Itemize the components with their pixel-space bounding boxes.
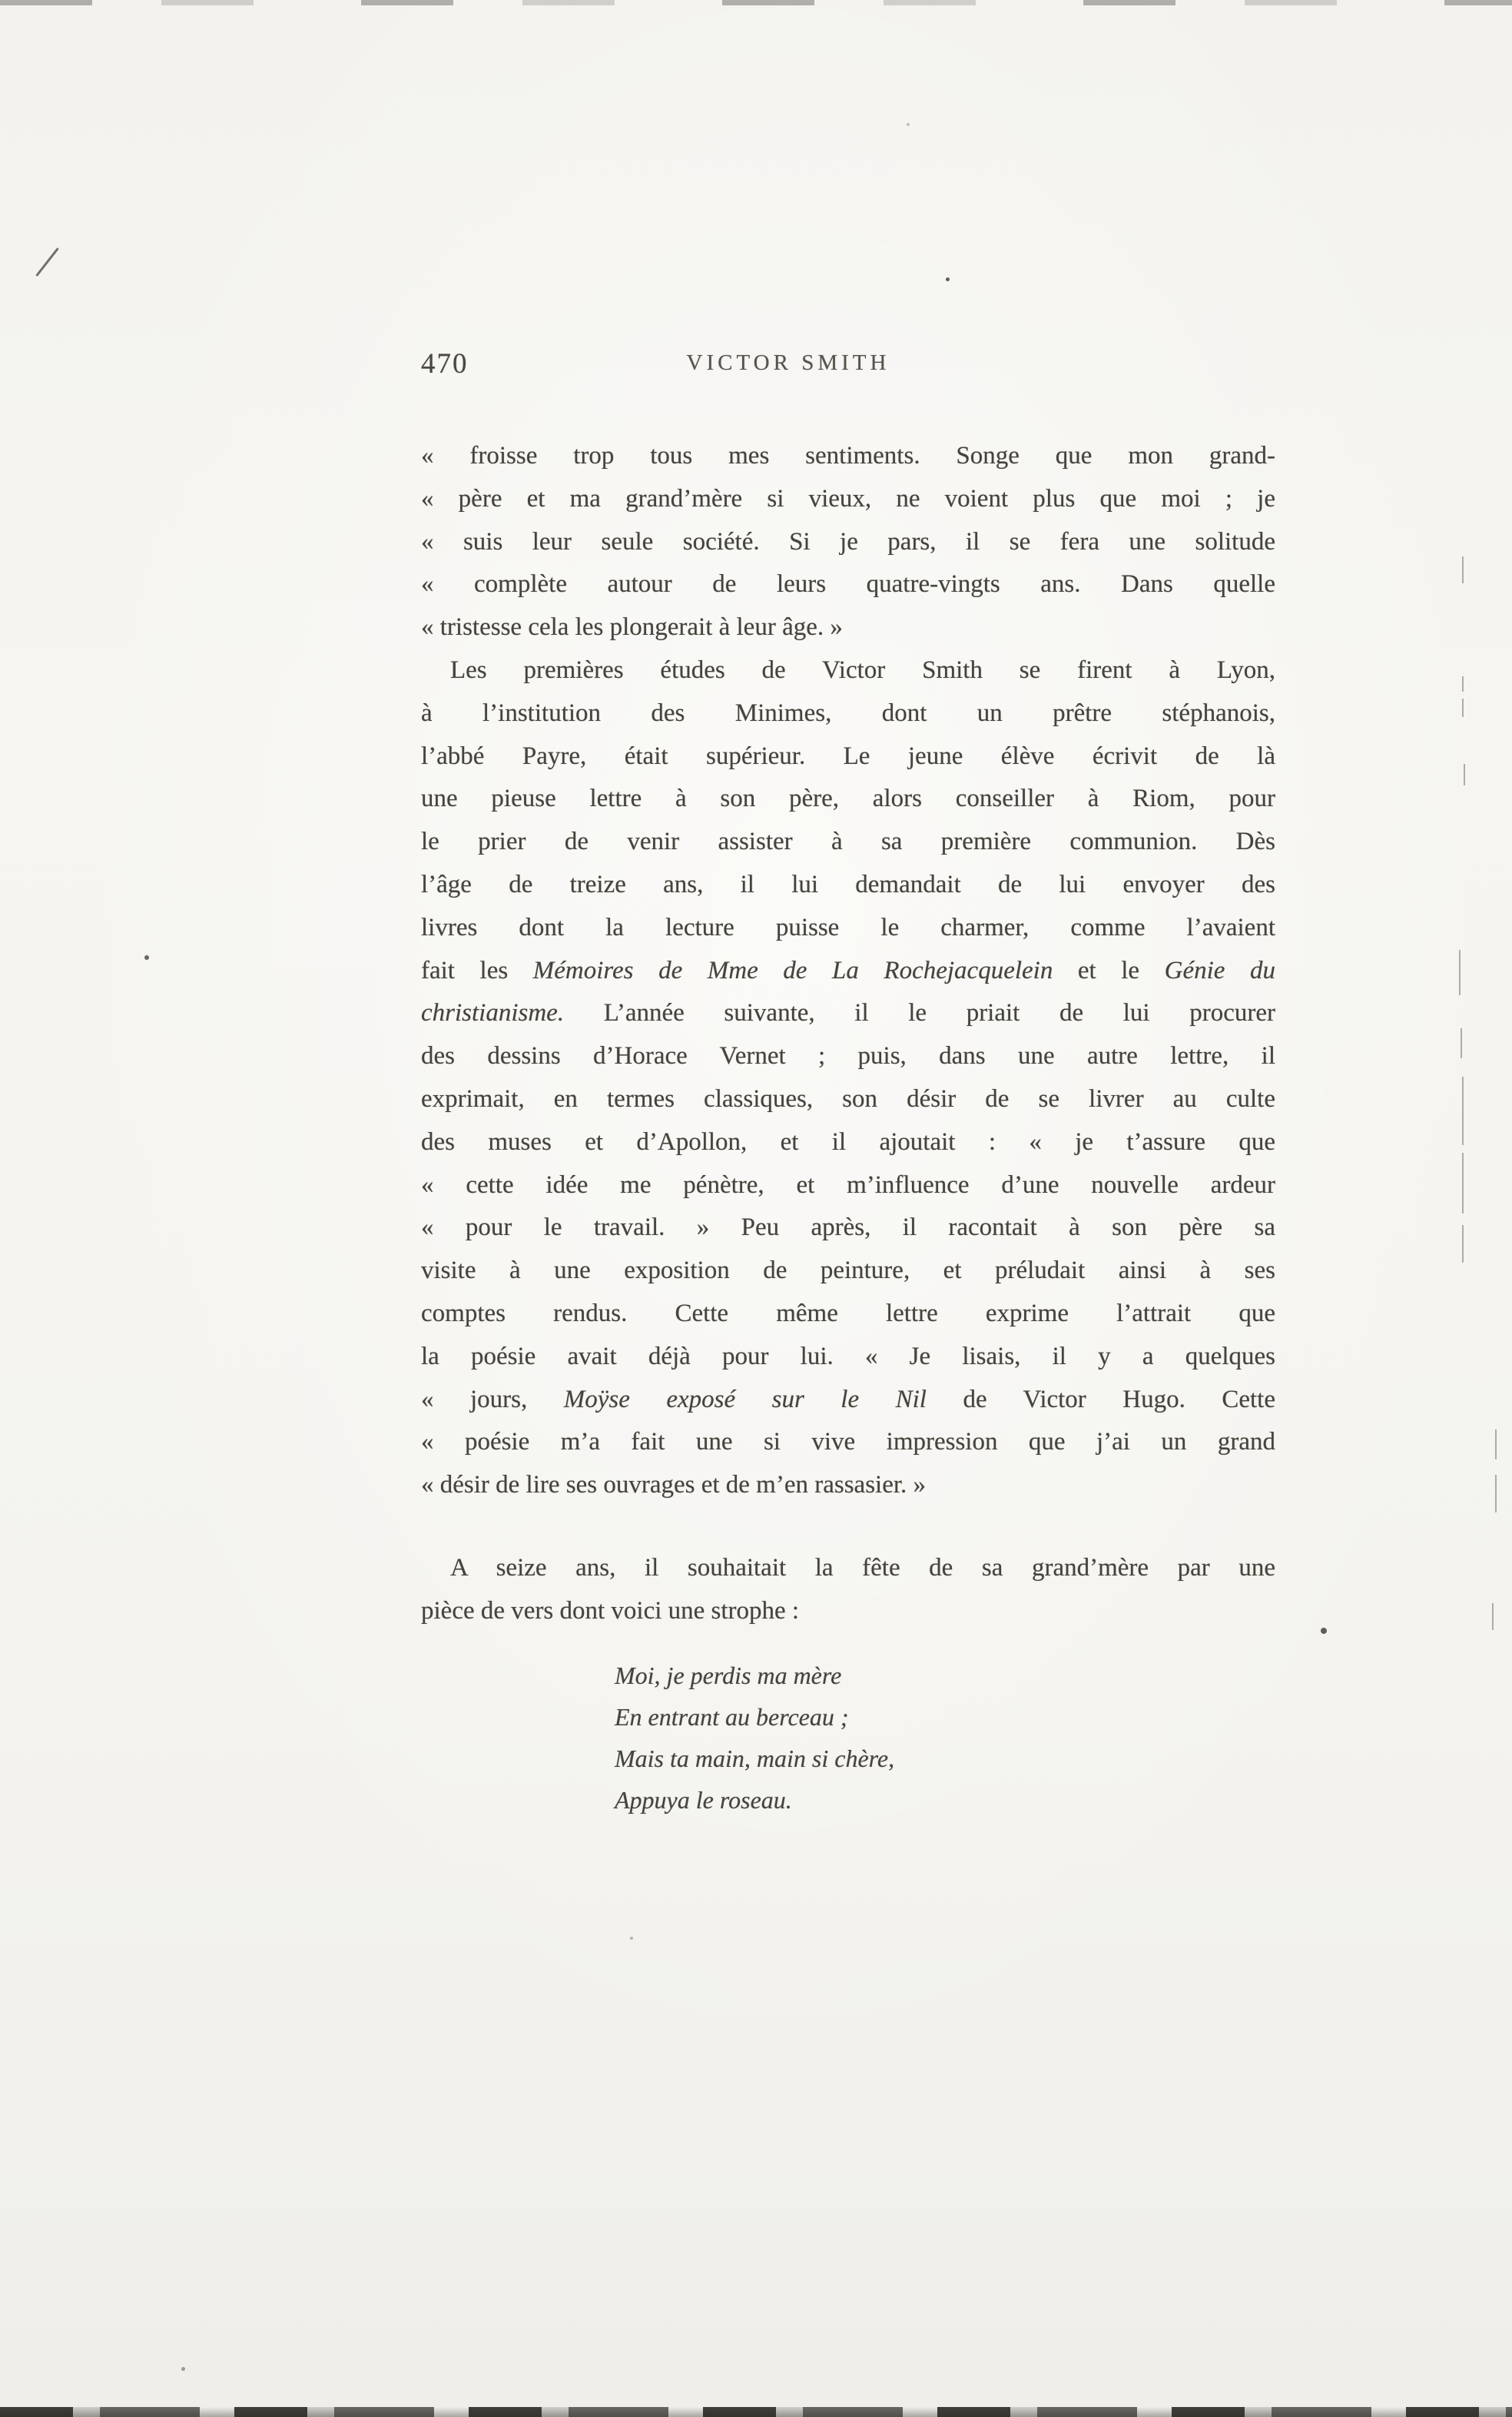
scan-vertical-mark bbox=[1461, 1028, 1462, 1058]
text-segment: A seize ans, il souhaitait la fête de sa grand’mère par une bbox=[450, 1553, 1275, 1582]
text-line bbox=[421, 1464, 1275, 1507]
scan-vertical-mark bbox=[1464, 764, 1465, 785]
text-segment: « père et ma grand’mère si vieux, ne voient plus que moi ; je bbox=[421, 484, 1275, 513]
text-line bbox=[421, 606, 1275, 649]
text-line bbox=[421, 907, 1275, 950]
text-segment: des muses et d’Apollon, et il ajoutait : « je t’assure que bbox=[421, 1127, 1275, 1156]
text-line bbox=[615, 1655, 1275, 1696]
text-block-verse bbox=[421, 1655, 1275, 1821]
text-line bbox=[421, 1590, 1275, 1633]
text-segment: « suis leur seule société. Si je pars, il se fera une solitude bbox=[421, 527, 1275, 556]
text-block-quote bbox=[421, 435, 1275, 649]
text-line bbox=[421, 1035, 1275, 1078]
text-segment: exprimait, en termes classiques, son désir de se livrer au culte bbox=[421, 1084, 1275, 1113]
text-segment: Génie du bbox=[1164, 956, 1275, 984]
text-line bbox=[421, 435, 1275, 478]
text-segment: livres dont la lecture puisse le charmer, comme l’avaient bbox=[421, 913, 1275, 941]
text-block-para2 bbox=[421, 1547, 1275, 1633]
text-line bbox=[421, 1078, 1275, 1121]
text-line bbox=[421, 563, 1275, 606]
text-segment: des dessins d’Horace Vernet ; puis, dans une autre lettre, il bbox=[421, 1042, 1275, 1071]
text-segment: comptes rendus. Cette même lettre exprime l’attrait que bbox=[421, 1299, 1275, 1327]
text-segment: christianisme. bbox=[421, 999, 565, 1028]
text-segment: L’année suivante, il le priait de lui procurer bbox=[564, 999, 1275, 1028]
scan-slash-mark bbox=[35, 247, 59, 277]
text-segment: En entrant au berceau ; bbox=[615, 1702, 849, 1731]
text-line bbox=[421, 1293, 1275, 1336]
text-line bbox=[615, 1738, 1275, 1779]
scan-bottom-edge bbox=[0, 2407, 1512, 2417]
scan-vertical-mark bbox=[1462, 556, 1464, 583]
text-line bbox=[421, 1336, 1275, 1379]
scan-vertical-mark bbox=[1459, 950, 1461, 995]
text-segment: Mémoires de Mme de La Rochejacquelein bbox=[532, 956, 1053, 984]
text-line bbox=[615, 1696, 1275, 1738]
scan-speck bbox=[181, 2367, 185, 2371]
text-segment: Les premières études de Victor Smith se firent à Lyon, bbox=[450, 656, 1275, 684]
scan-vertical-mark bbox=[1462, 676, 1464, 692]
text-line bbox=[421, 950, 1275, 993]
text-segment: « désir de lire ses ouvrages et de m’en rassasier. » bbox=[421, 1471, 927, 1499]
scan-speck bbox=[1321, 1628, 1327, 1634]
text-segment: l’abbé Payre, était supérieur. Le jeune élève écrivit de là bbox=[421, 742, 1275, 770]
text-line bbox=[421, 1379, 1275, 1422]
text-line bbox=[421, 478, 1275, 521]
text-line bbox=[421, 864, 1275, 907]
text-line bbox=[421, 1547, 1275, 1590]
scan-speck bbox=[907, 123, 910, 126]
text-body bbox=[421, 435, 1275, 1821]
text-line bbox=[421, 692, 1275, 735]
scan-vertical-mark bbox=[1495, 1429, 1497, 1459]
scan-top-edge bbox=[0, 0, 1512, 5]
text-segment: et le bbox=[1053, 956, 1165, 984]
text-line bbox=[421, 735, 1275, 779]
page-number: 470 bbox=[421, 348, 469, 380]
text-line bbox=[421, 778, 1275, 821]
page-header bbox=[421, 347, 1275, 384]
scan-vertical-mark bbox=[1462, 1225, 1464, 1263]
text-line bbox=[421, 1121, 1275, 1164]
text-segment: « froisse trop tous mes sentiments. Songe que mon grand- bbox=[421, 442, 1275, 470]
text-line bbox=[421, 1164, 1275, 1207]
scan-vertical-mark bbox=[1492, 1603, 1494, 1630]
scan-vertical-mark bbox=[1462, 699, 1464, 717]
running-head: VICTOR SMITH bbox=[686, 350, 890, 375]
text-segment: le prier de venir assister à sa première communion. Dès bbox=[421, 828, 1275, 856]
text-segment: une pieuse lettre à son père, alors conseiller à Riom, pour bbox=[421, 785, 1275, 813]
text-segment: « cette idée me pénètre, et m’influence d’une nouvelle ardeur bbox=[421, 1170, 1275, 1199]
text-segment: « pour le travail. » Peu après, il racontait à son père sa bbox=[421, 1213, 1275, 1242]
scan-speck bbox=[946, 277, 950, 281]
text-line bbox=[615, 1779, 1275, 1821]
text-line bbox=[421, 1421, 1275, 1464]
scan-vertical-mark bbox=[1462, 1153, 1464, 1213]
text-line bbox=[421, 821, 1275, 864]
text-segment: à l’institution des Minimes, dont un prêtre stéphanois, bbox=[421, 699, 1275, 727]
text-segment: visite à une exposition de peinture, et préludait ainsi à ses bbox=[421, 1257, 1275, 1285]
text-segment: « poésie m’a fait une si vive impression que j’ai un grand bbox=[421, 1428, 1275, 1456]
text-segment: Moi, je perdis ma mère bbox=[615, 1661, 842, 1689]
scan-speck bbox=[630, 1937, 633, 1940]
text-segment: « complète autour de leurs quatre-vingts ans. Dans quelle bbox=[421, 570, 1275, 599]
text-segment: Moÿse exposé sur le Nil bbox=[563, 1385, 927, 1413]
text-segment: Appuya le roseau. bbox=[615, 1785, 792, 1814]
text-segment: l’âge de treize ans, il lui demandait de lui envoyer des bbox=[421, 870, 1275, 898]
text-segment: de Victor Hugo. Cette bbox=[926, 1385, 1275, 1413]
scan-vertical-mark bbox=[1462, 1077, 1464, 1145]
text-block-para1 bbox=[421, 649, 1275, 1507]
text-segment: fait les bbox=[421, 956, 533, 984]
text-line bbox=[421, 1250, 1275, 1293]
text-segment: Mais ta main, main si chère, bbox=[615, 1744, 895, 1772]
text-line bbox=[421, 1207, 1275, 1250]
text-segment: « jours, bbox=[421, 1385, 564, 1413]
scan-vertical-mark bbox=[1495, 1475, 1497, 1512]
text-segment: « tristesse cela les plongerait à leur âge. » bbox=[421, 613, 843, 642]
text-line bbox=[421, 992, 1275, 1035]
text-line bbox=[421, 521, 1275, 564]
text-segment: la poésie avait déjà pour lui. « Je lisais, il y a quelques bbox=[421, 1342, 1275, 1370]
text-line bbox=[421, 649, 1275, 692]
scan-speck bbox=[144, 955, 149, 960]
text-segment: pièce de vers dont voici une strophe : bbox=[421, 1596, 800, 1625]
